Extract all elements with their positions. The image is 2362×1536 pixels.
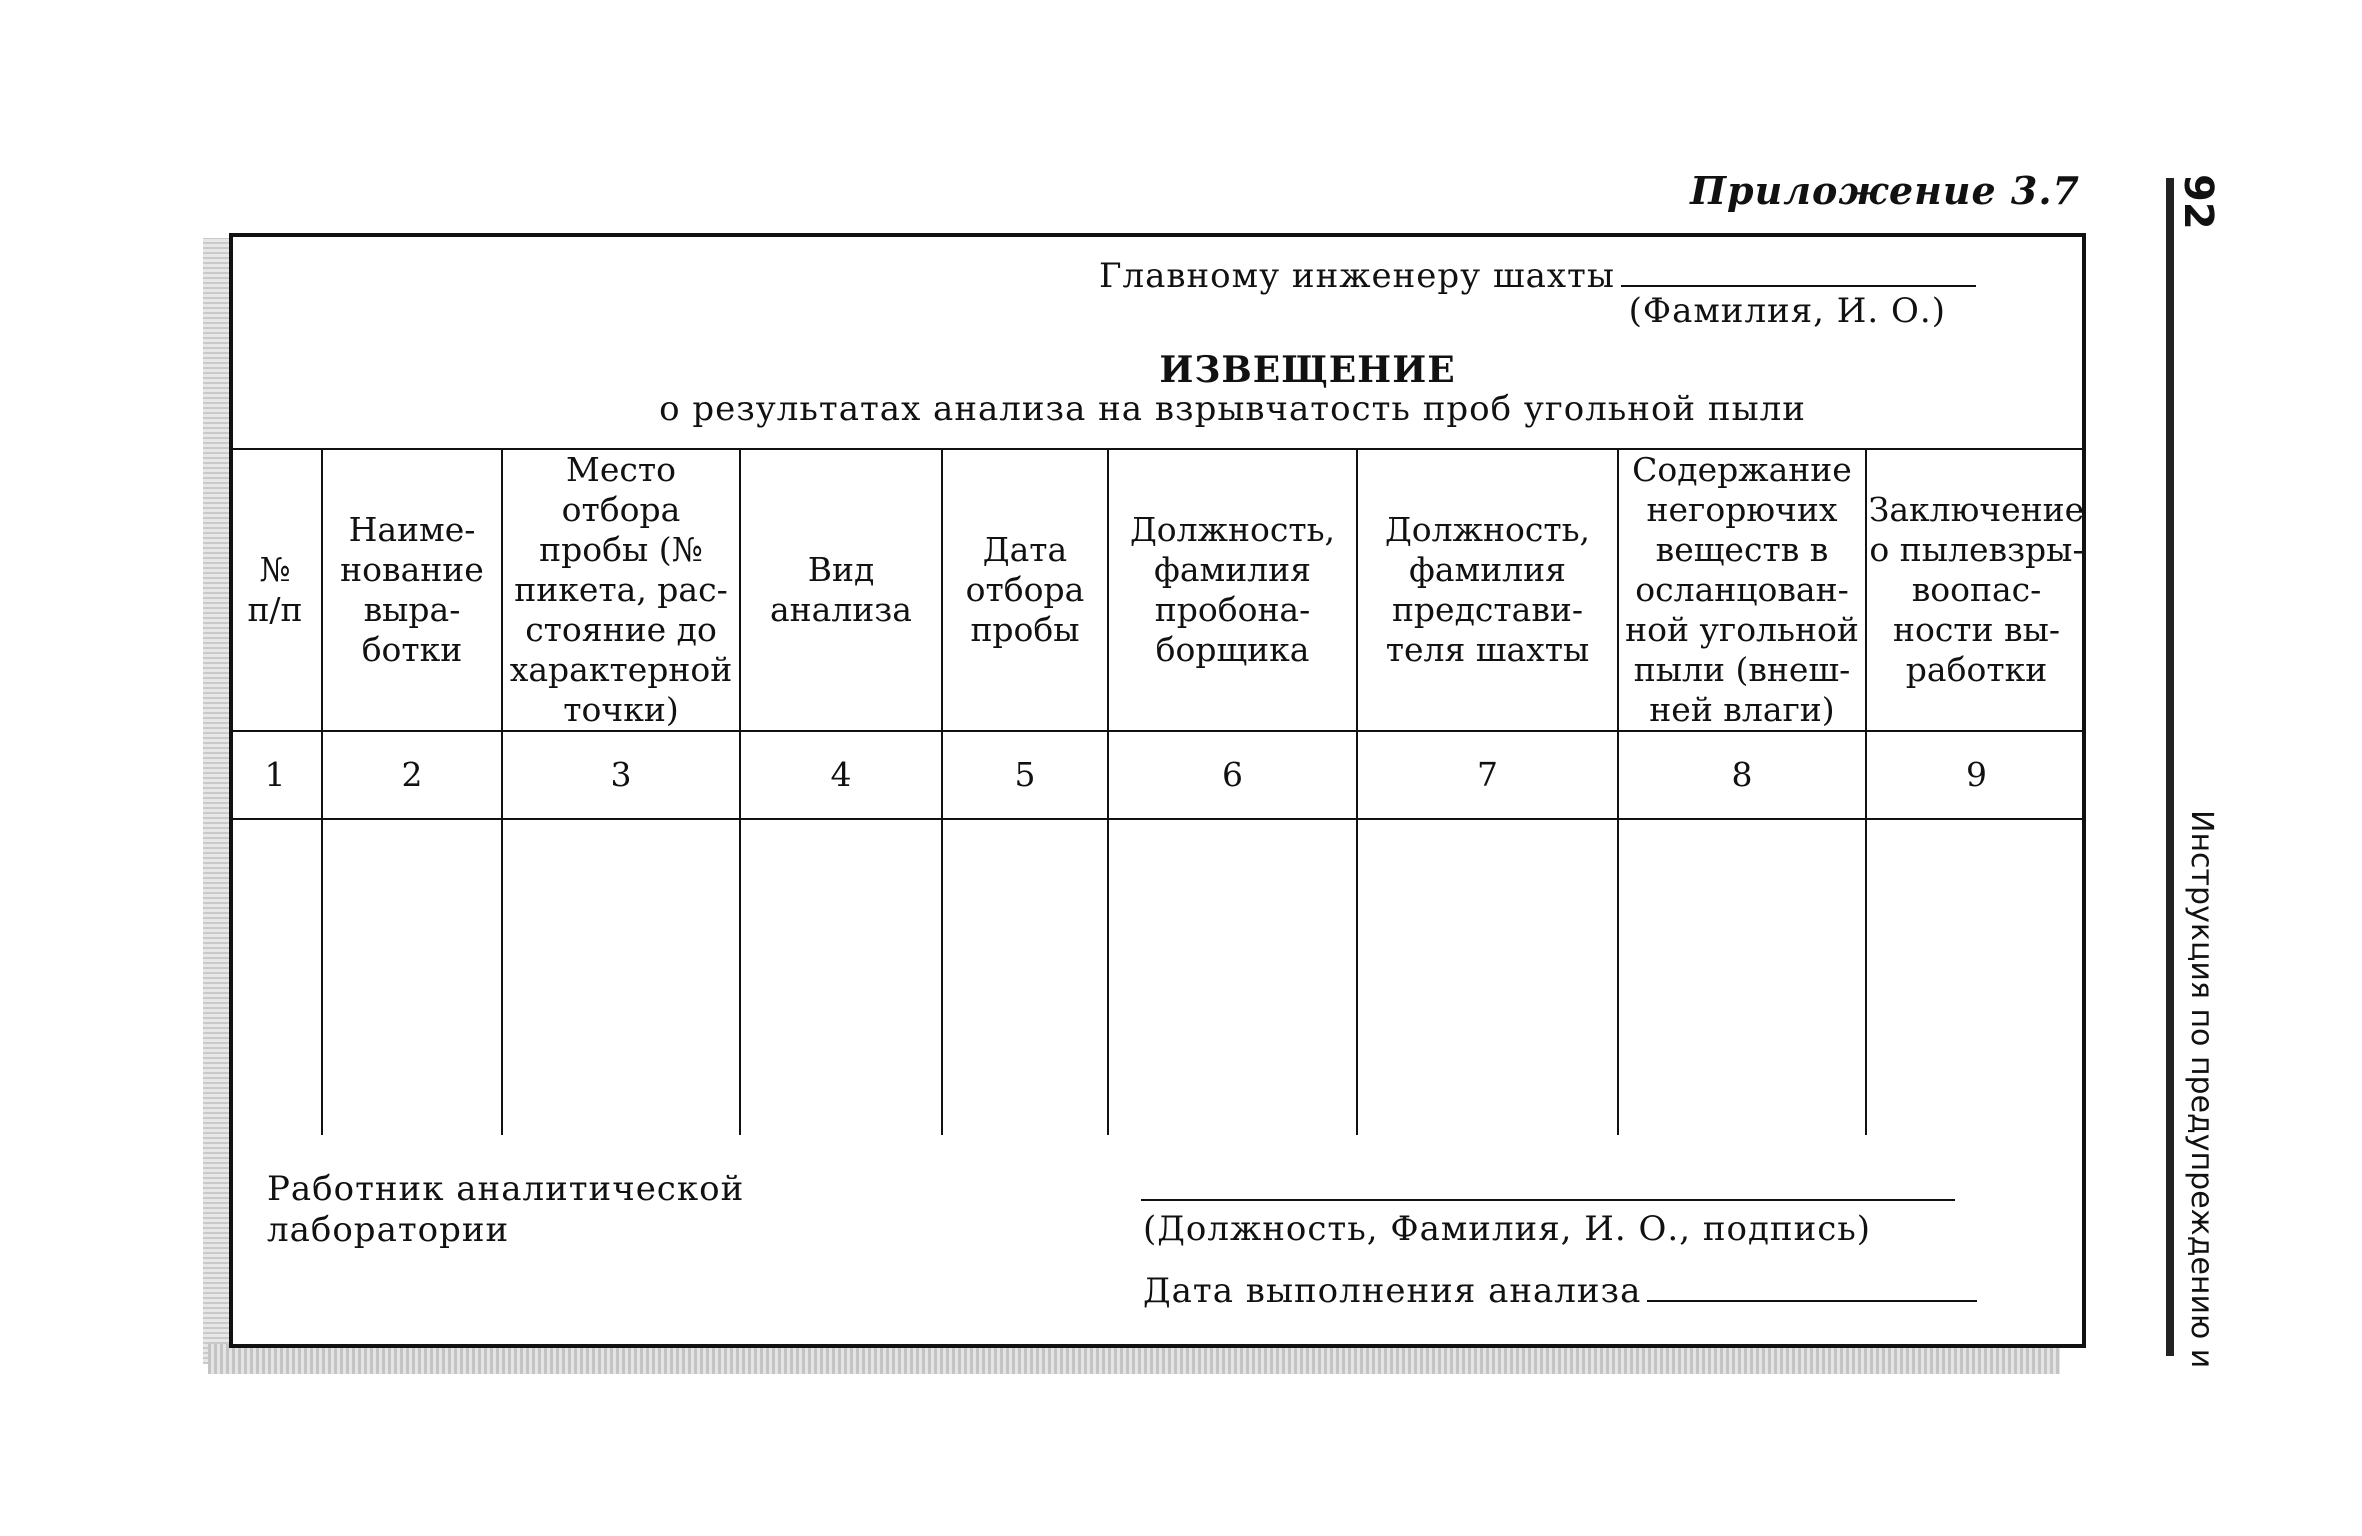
empty-cell bbox=[322, 819, 502, 1135]
column-number: 7 bbox=[1357, 731, 1618, 819]
empty-cell bbox=[229, 819, 322, 1135]
header-incombustible-content: Содержание негорючих веществ в осланцован- ной угольной пыли (внеш- ней влаги) bbox=[1618, 449, 1866, 731]
column-number-row bbox=[229, 731, 2086, 819]
empty-cell bbox=[740, 819, 942, 1135]
appendix-label: Приложение 3.7 bbox=[1690, 168, 2080, 213]
header-analysis-type: Вид анализа bbox=[740, 449, 942, 731]
running-title: Инструкция по предупреждению и bbox=[2184, 810, 2219, 1369]
empty-cell bbox=[1357, 819, 1618, 1135]
table-header-row bbox=[229, 449, 2086, 731]
notice-form bbox=[229, 233, 2086, 1348]
scan-shadow-left bbox=[203, 238, 229, 1364]
side-rule bbox=[2166, 178, 2174, 1356]
results-table bbox=[229, 448, 2086, 1135]
notice-title: ИЗВЕЩЕНИЕ bbox=[1159, 349, 1456, 391]
addressee-label: Главному инженеру шахты bbox=[1099, 256, 1615, 296]
column-number: 5 bbox=[942, 731, 1108, 819]
header-mine-representative: Должность, фамилия представи- теля шахты bbox=[1357, 449, 1618, 731]
signature-line bbox=[1141, 1199, 1955, 1201]
empty-cell bbox=[942, 819, 1108, 1135]
header-conclusion: Заключение о пылевзры- воопас- ности вы- работки bbox=[1866, 449, 2086, 731]
header-working-name: Наиме- нование выра- ботки bbox=[322, 449, 502, 731]
addressee-blank bbox=[1621, 285, 1976, 287]
lab-worker-label: Работник аналитической лаборатории bbox=[267, 1169, 745, 1250]
column-number: 9 bbox=[1866, 731, 2086, 819]
column-number: 6 bbox=[1108, 731, 1357, 819]
signature-hint: (Должность, Фамилия, И. О., подпись) bbox=[1143, 1209, 1872, 1249]
column-number: 2 bbox=[322, 731, 502, 819]
column-number: 8 bbox=[1618, 731, 1866, 819]
column-number: 4 bbox=[740, 731, 942, 819]
column-number: 1 bbox=[229, 731, 322, 819]
header-sampler: Должность, фамилия пробона- борщика bbox=[1108, 449, 1357, 731]
addressee-line bbox=[1099, 256, 2079, 296]
empty-cell bbox=[1618, 819, 1866, 1135]
scan-shadow-bottom bbox=[208, 1344, 2060, 1374]
analysis-date-blank bbox=[1647, 1300, 1977, 1302]
empty-entry-row bbox=[229, 819, 2086, 1135]
analysis-date-label: Дата выполнения анализа bbox=[1143, 1271, 1642, 1311]
header-sampling-date: Дата отбора пробы bbox=[942, 449, 1108, 731]
empty-cell bbox=[1108, 819, 1357, 1135]
header-row-number: № п/п bbox=[229, 449, 322, 731]
addressee-hint: (Фамилия, И. О.) bbox=[1628, 291, 1946, 331]
analysis-date-line bbox=[1143, 1271, 1977, 1311]
column-number: 3 bbox=[502, 731, 740, 819]
empty-cell bbox=[1866, 819, 2086, 1135]
notice-subtitle: о результатах анализа на взрывчатость проб угольной пыли bbox=[659, 389, 1806, 429]
header-sampling-place: Место отбора пробы (№ пикета, рас- стояние до характерной точки) bbox=[502, 449, 740, 731]
page-number: 92 bbox=[2175, 174, 2221, 230]
empty-cell bbox=[502, 819, 740, 1135]
